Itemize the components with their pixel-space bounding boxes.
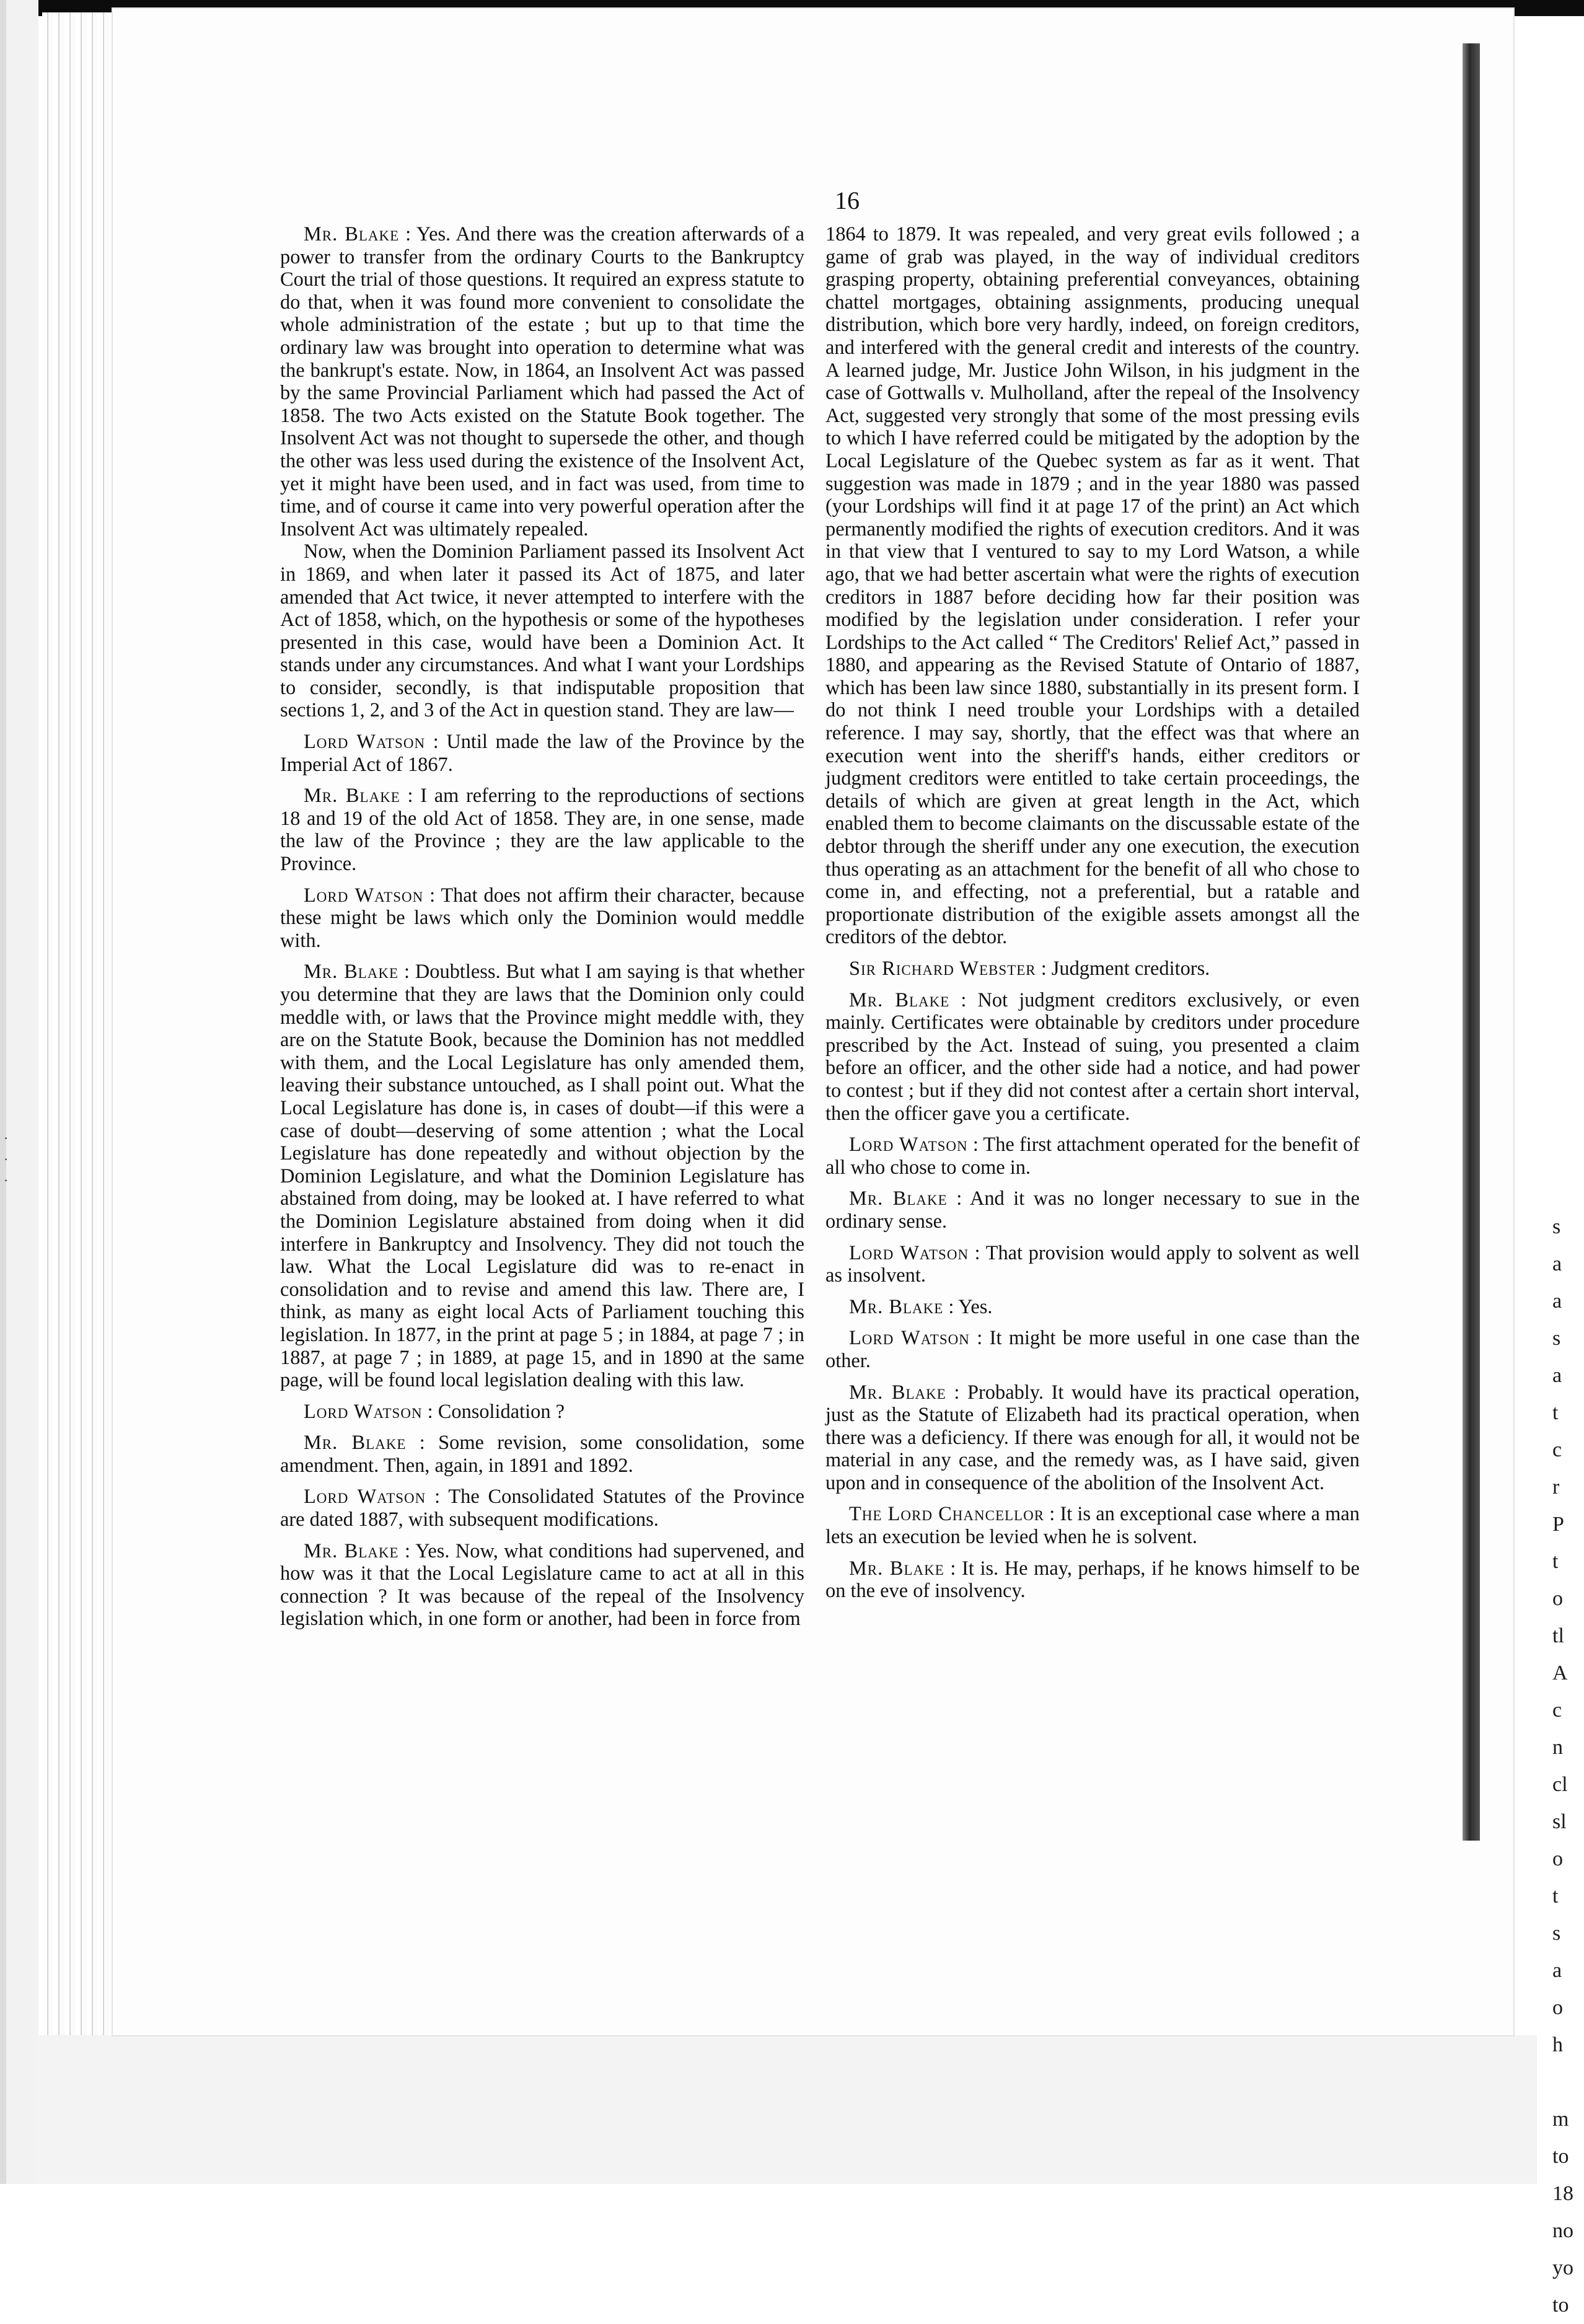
- fragment-line: to: [1552, 2145, 1569, 2168]
- paragraph-text: Doubtless. But what I am saying is that whether you determine that they are laws that the Dominion only could meddle with, or laws that the Province might meddle with, they are on the Statute Book, because the Dominion has not meddled with them, and the Local Legislature has only amended them, leaving their substance untouched, as I shall point out. What the Local Legislature has done is, in cases of doubt—if this were a case of doubt—deserving of some attention ; what the Local Legislature has done repeatedly and without objection by the Dominion Legislature, and what the Dominion Legislature has abstained from doing, may be looked at. I have referred to what the Dominion Legislature abstained from doing when it did interfere in Bankruptcy and Insolvency. They did not touch the law. What the Local Legislature did was to re-enact in consolidation and to revise and amend this law. There are, I think, as many as eight local Acts of Parliament touching this legislation. In 1877, in the print at page 5 ; in 1884, at page 7 ; in 1887, at page 7 ; in 1889, at page 15, and in 1890 at the same page, will be found local legislation dealing with this law.: [280, 961, 805, 1392]
- fragment-line: o: [1552, 1996, 1563, 2019]
- right-text-column: [825, 223, 1360, 1603]
- paragraph-text: Judgment creditors.: [1051, 957, 1210, 980]
- fragment-line: a: [1552, 1364, 1562, 1387]
- paragraph: Mr. Blake : Doubtless. But what I am saying is that whether you determine that they are laws that the Dominion only could meddle with, or laws that the Province might meddle with, they are on the Statute Book, because the Dominion has not meddled with them, and the Local Legislature has only amended them, leaving their substance untouched, as I shall point out. What the Local Legislature has done is, in cases of doubt—if this were a case of doubt—deserving of some attention ; what the Local Legislature has done repeatedly and without objection by the Dominion Legislature, and what the Dominion Legislature has abstained from doing, may be looked at. I have referred to what the Dominion Legislature abstained from doing when it did interfere in Bankruptcy and Insolvency. They did not touch the law. What the Local Legislature did was to re-enact in consolidation and to revise and amend this law. There are, I think, as many as eight local Acts of Parliament touching this legislation. In 1877, in the print at page 5 ; in 1884, at page 7 ; in 1887, at page 7 ; in 1889, at page 15, and in 1890 at the same page, will be found local legislation dealing with this law.: [280, 961, 805, 1392]
- paragraph: Mr. Blake : Yes. Now, what conditions had supervened, and how was it that the Local Legislature came to act at all in this connection ? It was because of the repeal of the Insolvency legislation which, in one form or another, had been in force from: [280, 1539, 804, 1631]
- paragraph: Mr. Blake : Not judgment creditors exclusively, or even mainly. Certificates were obtainable by creditors under procedure prescribed by the Act. Instead of suing, you presented a claim before an officer, and the other side had a notice, and had power to contest ; but if they did not contest after a certain short interval, then the officer gave you a certificate.: [825, 988, 1360, 1125]
- speaker-name: Lord Watson: [304, 1400, 423, 1423]
- paragraph-text: That does not affirm their character, because these might be laws which only the Dominion would meddle with.: [280, 884, 804, 952]
- speaker-name: Mr. Blake: [849, 1295, 944, 1318]
- paragraph-text: Until made the law of the Province by the Imperial Act of 1867.: [280, 731, 804, 776]
- scan-left-edge: [0, 0, 9, 2184]
- fragment-line: cl: [1552, 1773, 1568, 1796]
- paragraph: Mr. Blake : And it was no longer necessary to sue in the ordinary sense.: [825, 1187, 1360, 1233]
- paragraph: Lord Watson : The Consolidated Statutes of the Province are dated 1887, with subsequent modifications.: [280, 1486, 804, 1531]
- fragment-line: 18: [1552, 2182, 1573, 2205]
- fragment-line: no: [1552, 2219, 1573, 2242]
- speaker-name: Lord Watson: [304, 884, 424, 907]
- paragraph-text: I am referring to the reproductions of sections 18 and 19 of the old Act of 1858. They are, in one sense, made the law of the Province ; they are the law applicable to the Province.: [280, 785, 804, 876]
- paragraph-text: Probably. It would have its practical operation, just as the Statute of Elizabeth had its practical operation, when there was a deficiency. If there was enough for all, it would not be material in any case, and the remedy was, as I have said, given upon and in consequence of the abolition of the Insolvent Act.: [825, 1381, 1360, 1494]
- paragraph: Mr. Blake : Yes. And there was the creation afterwards of a power to transfer from the ordinary Courts to the Bankruptcy Court the trial of those questions. It required an express statute to do that, when it was found more convenient to consolidate the whole administration of the estate ; but up to that time the ordinary law was brought into operation to determine what was the bankrupt's estate. Now, in 1864, an Insolvent Act was passed by the same Provincial Parliament which had passed the Act of 1858. The two Acts existed on the Statute Book together. The Insolvent Act was not thought to supersede the other, and though the other was less used during the existence of the Insolvent Act, yet it might have been used, and in fact was used, from time to time, and of course it came into very powerful operation after the Insolvent Act was ultimately repealed.: [280, 223, 805, 540]
- fragment-line: c: [1552, 1699, 1562, 1722]
- paragraph-text: Consolidation ?: [438, 1400, 565, 1423]
- fragment-line: yo: [1552, 2256, 1573, 2279]
- speaker-name: Lord Watson: [304, 731, 426, 754]
- fragment-line: A: [1552, 1662, 1568, 1684]
- speaker-name: Mr. Blake: [304, 223, 400, 245]
- paragraph: Lord Watson : The first attachment operated for the benefit of all who chose to come in.: [825, 1133, 1360, 1179]
- speaker-name: Mr. Blake: [849, 988, 950, 1011]
- fragment-line: s: [1552, 1327, 1561, 1350]
- paragraph: [825, 223, 1360, 949]
- fragment-line: [1552, 2064, 1584, 2101]
- paragraph-text: 1864 to 1879. It was repealed, and very great evils followed ; a game of grab was played, in the way of individual creditors grasping property, obtaining preferential conveyances, obtaining chattel mortgages, obtaining assignments, producing unequal distribution, which bore very hardly, indeed, on foreign creditors, and interfered with the general credit and interests of the country. A learned judge, Mr. Justice John Wilson, in his judgment in the case of Gottwalls v. Mulholland, after the repeal of the Insolvency Act, suggested very strongly that some of the most pressing evils to which I have referred could be mitigated by the adoption by the Local Legislature of the Quebec system as far as it went. That suggestion was made in 1879 ; and in the year 1880 was passed (your Lordships will find it at page 17 of the print) an Act which permanently modified the rights of execution creditors. And it was in that view that I ventured to say to my Lord Watson, a while ago, that we had better ascertain what were the rights of execution creditors in 1887 before deciding how far their position was modified by the legislation under consideration. I refer your Lordships to the Act called “ The Creditors' Relief Act,” passed in 1880, and appearing as the Revised Statute of Ontario of 1887, which has been law since 1880, substantially in its present form. I do not think I need trouble your Lordships with a detailed reference. I may say, shortly, that the effect was that where an execution went into the sheriff's hands, either creditors or judgment creditors were entitled to take certain proceedings, the details of which are given at great length in the Act, which enabled them to become claimants on the discussable estate of the debtor through the sheriff under any one execution, the execution thus operating as an attachment for the benefit of all who chose to come in, and effecting, not a preferential, but a ratable and proportionate distribution of the exigible assets amongst all the creditors of the debtor.: [825, 223, 1360, 949]
- speaker-name: Mr. Blake: [304, 1539, 399, 1562]
- paragraph-text: Yes. And there was the creation afterwards of a power to transfer from the ordinary Courts to the Bankruptcy Court the trial of those questions. It required an express statute to do that, when it was found more convenient to consolidate the whole administration of the estate ; but up to that time the ordinary law was brought into operation to determine what was the bankrupt's estate. Now, in 1864, an Insolvent Act was passed by the same Provincial Parliament which had passed the Act of 1858. The two Acts existed on the Statute Book together. The Insolvent Act was not thought to supersede the other, and though the other was less used during the existence of the Insolvent Act, yet it might have been used, and in fact was used, from time to time, and of course it came into very powerful operation after the Insolvent Act was ultimately repealed.: [280, 223, 805, 540]
- speaker-name: Sir Richard Webster: [849, 957, 1036, 980]
- fragment-line: h: [1552, 2033, 1563, 2056]
- paragraph-text: The first attachment operated for the benefit of all who chose to come in.: [825, 1133, 1360, 1179]
- fragment-line: t: [1552, 1550, 1559, 1573]
- paragraph-text: Not judgment creditors exclusively, or even mainly. Certificates were obtainable by creditors under procedure prescribed by the Act. Instead of suing, you presented a claim before an officer, and the other side had a notice, and had power to contest ; but if they did not contest after a certain short interval, then the officer gave you a certificate.: [825, 988, 1360, 1125]
- speaker-name: Mr. Blake: [304, 785, 400, 808]
- speaker-name: Mr. Blake: [849, 1557, 944, 1580]
- paragraph: Lord Watson : That does not affirm their character, because these might be laws which only the Dominion would meddle with.: [280, 884, 804, 952]
- fragment-line: a: [1552, 1252, 1562, 1275]
- speaker-name: Lord Watson: [849, 1327, 970, 1350]
- paragraph-text: It might be more useful in one case than the other.: [825, 1327, 1360, 1372]
- paragraph: Sir Richard Webster : Judgment creditors.: [849, 957, 1210, 980]
- fragment-line: a: [1552, 1959, 1562, 1982]
- speaker-name: Mr. Blake: [304, 961, 399, 984]
- speaker-name: Lord Watson: [849, 1133, 968, 1156]
- fragment-line: t: [1552, 1401, 1559, 1424]
- fragment-line: m: [1552, 2108, 1569, 2131]
- speaker-name: Lord Watson: [304, 1486, 426, 1508]
- fragment-line: c: [1552, 1438, 1562, 1461]
- paragraph-text: It is. He may, perhaps, if he knows himself to be on the eve of insolvency.: [825, 1557, 1360, 1603]
- page-stack-edges: [42, 12, 123, 2051]
- fragment-line: s: [1552, 1922, 1561, 1945]
- paragraph-text: Yes.: [958, 1295, 993, 1318]
- paragraph: Lord Watson : It might be more useful in one case than the other.: [825, 1327, 1360, 1372]
- paragraph-text: And it was no longer necessary to sue in the ordinary sense.: [825, 1187, 1360, 1233]
- paragraph: [280, 540, 804, 722]
- fragment-line: tl: [1552, 1624, 1564, 1647]
- paragraph-text: Some revision, some consolidation, some amendment. Then, again, in 1891 and 1892.: [280, 1432, 804, 1477]
- fragment-line: sl: [1552, 1810, 1567, 1833]
- speaker-name: Lord Watson: [849, 1241, 969, 1264]
- paragraph: Lord Watson : Consolidation ?: [304, 1400, 565, 1423]
- fragment-line: P: [1552, 1513, 1564, 1536]
- margin-ticks: · · ·: [4, 1130, 9, 1188]
- fragment-line: o: [1552, 1587, 1563, 1610]
- paragraph-text: The Consolidated Statutes of the Province are dated 1887, with subsequent modifications.: [280, 1486, 804, 1531]
- speaker-name: Mr. Blake: [849, 1187, 948, 1210]
- facing-page-text-fragments: [1552, 1208, 1584, 2324]
- paragraph: Lord Watson : Until made the law of the Province by the Imperial Act of 1867.: [280, 731, 804, 776]
- fragment-line: t: [1552, 1885, 1559, 1908]
- fragment-line: o: [1552, 1847, 1563, 1870]
- fragment-line: n: [1552, 1736, 1563, 1759]
- paragraph: Mr. Blake : Probably. It would have its practical operation, just as the Statute of Elizabeth had its practical operation, when there was a deficiency. If there was enough for all, it would not be material in any case, and the remedy was, as I have said, given upon and in consequence of the abolition of the Insolvent Act.: [825, 1381, 1360, 1494]
- paragraph-text: Yes. Now, what conditions had supervened, and how was it that the Local Legislature came to act at all in this connection ? It was because of the repeal of the Insolvency legislation which, in one form or another, had been in force from: [280, 1539, 804, 1631]
- paragraph: Mr. Blake : Some revision, some consolidation, some amendment. Then, again, in 1891 and 1892.: [280, 1432, 804, 1477]
- paragraph: Mr. Blake : I am referring to the reproductions of sections 18 and 19 of the old Act of 1858. They are, in one sense, made the law of the Province ; they are the law applicable to the Province.: [280, 785, 804, 876]
- fragment-line: to: [1552, 2294, 1569, 2317]
- book-gutter-shadow: [1463, 43, 1480, 1841]
- fragment-line: s: [1552, 1215, 1561, 1238]
- speaker-name: Mr. Blake: [849, 1381, 946, 1404]
- fragment-line: a: [1552, 1290, 1562, 1313]
- fragment-line: r: [1552, 1476, 1560, 1499]
- scan-bottom-margin: [37, 2035, 1537, 2184]
- left-text-column: [280, 223, 804, 1631]
- paragraph-text: It is an exceptional case where a man lets an execution be levied when he is solvent.: [825, 1503, 1360, 1549]
- page-number: 16: [835, 187, 860, 214]
- speaker-name: Mr. Blake: [304, 1432, 407, 1455]
- speaker-name: The Lord Chancellor: [849, 1503, 1045, 1526]
- paragraph-text: That provision would apply to solvent as well as insolvent.: [825, 1241, 1360, 1287]
- paragraph: Mr. Blake : Yes.: [849, 1295, 993, 1318]
- paragraph-text: Now, when the Dominion Parliament passed its Insolvent Act in 1869, and when later it passed its Act of 1875, and later amended that Act twice, it never attempted to interfere with the Act of 1858, which, on the hypothesis or some of the hypotheses presented in this case, would have been a Dominion Act. It stands under any circumstances. And what I want your Lordships to consider, secondly, is that indisputable proposition that sections 1, 2, and 3 of the Act in question stand. They are law—: [280, 540, 804, 722]
- paragraph: The Lord Chancellor : It is an exceptional case where a man lets an execution be levied when he is solvent.: [825, 1503, 1360, 1549]
- paragraph: Lord Watson : That provision would apply to solvent as well as insolvent.: [825, 1241, 1360, 1287]
- paragraph: Mr. Blake : It is. He may, perhaps, if he knows himself to be on the eve of insolvency.: [825, 1557, 1360, 1603]
